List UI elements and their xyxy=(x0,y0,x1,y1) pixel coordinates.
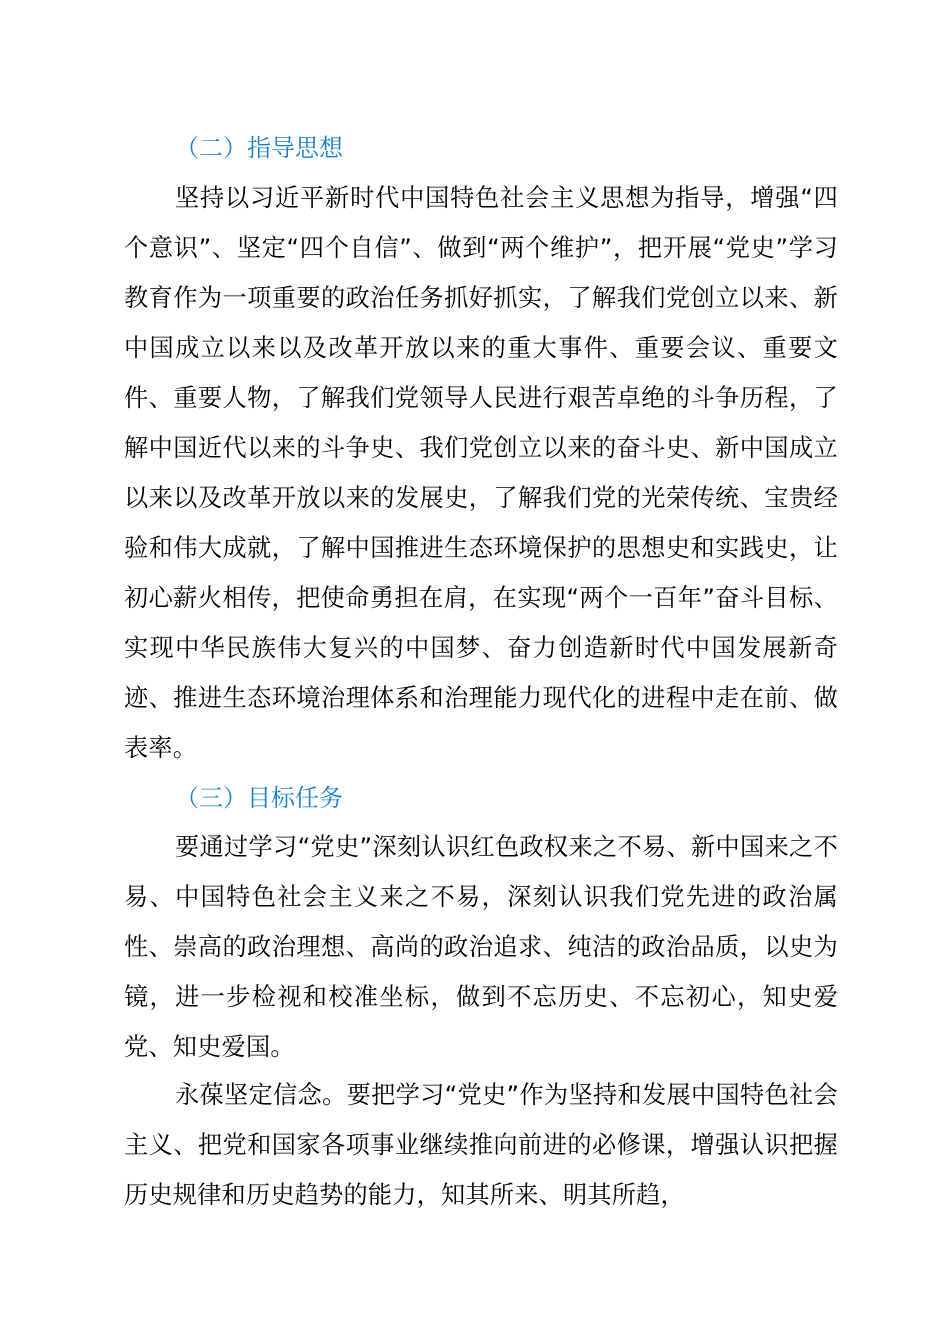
section-heading-goals: （三）目标任务 xyxy=(175,784,343,812)
paragraph-firm-belief: 永葆坚定信念。要把学习“党史”作为坚持和发展中国特色社会主义、把党和国家各项事业继续推向前进的必修课，增强认识把握历史规律和历史趋势的能力，知其所来、明其所趋， xyxy=(124,1081,838,1209)
paragraph-guiding-thought: 坚持以习近平新时代中国特色社会主义思想为指导，增强“四个意识”、坚定“四个自信”、做到“两个维护”，把开展“党史”学习教育作为一项重要的政治任务抓好抓实，了解我们党创立以来、新中国成立以来以及改革开放以来的重大事件、重要会议、重要文件、重要人物，了解我们党领导人民进行艰苦卓绝的斗争历程，了解中国近代以来的斗争史、我们党创立以来的奋斗史、新中国成立以来以及改革开放以来的发展史，了解我们党的光荣传统、宝贵经验和伟大成就，了解中国推进生态环境保护的思想史和实践史，让初心薪火相传，把使命勇担在肩，在实现“两个一百年”奋斗目标、实现中华民族伟大复兴的中国梦、奋力创造新时代中国发展新奇迹、推进生态环境治理体系和治理能力现代化的进程中走在前、做表率。 xyxy=(124,184,838,762)
paragraph-goals: 要通过学习“党史”深刻认识红色政权来之不易、新中国来之不易、中国特色社会主义来之不易，深刻认识我们党先进的政治属性、崇高的政治理想、高尚的政治追求、纯洁的政治品质，以史为镜，进一步检视和校准坐标，做到不忘历史、不忘初心，知史爱党、知史爱国。 xyxy=(124,833,838,1061)
section-heading-guiding-thought: （二）指导思想 xyxy=(175,134,343,162)
